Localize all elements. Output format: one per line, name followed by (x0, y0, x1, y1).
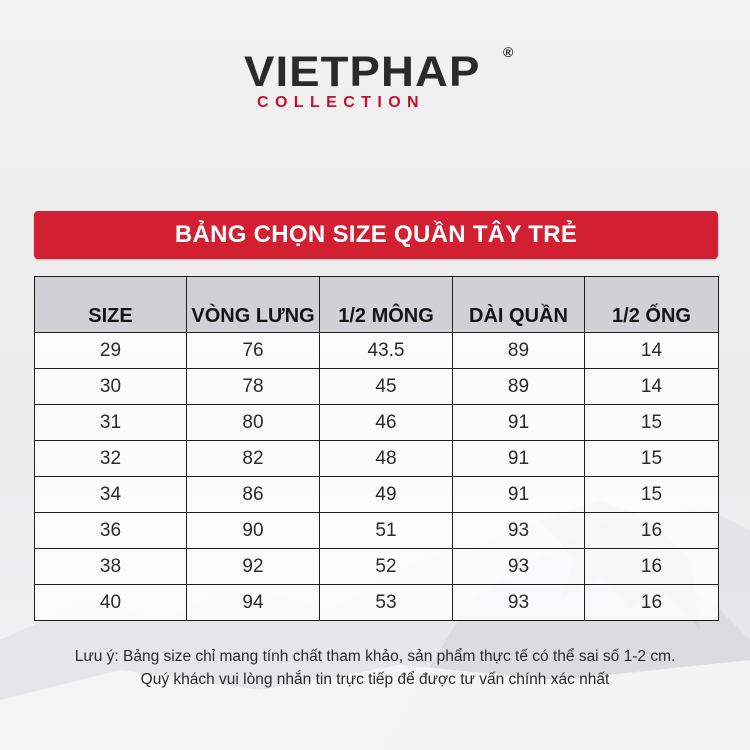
cell-waist: 76 (187, 333, 320, 369)
header-half-leg: 1/2 ỐNG (585, 277, 719, 333)
cell-size: 40 (35, 585, 187, 621)
header-size: SIZE (35, 277, 187, 333)
cell-length: 93 (453, 549, 585, 585)
cell-length: 93 (453, 513, 585, 549)
cell-half-leg: 16 (585, 585, 719, 621)
cell-half-leg: 15 (585, 405, 719, 441)
note-line-2: Quý khách vui lòng nhắn tin trực tiếp để được tư vấn chính xác nhất (140, 671, 610, 688)
table-header-row (35, 277, 719, 333)
cell-size: 29 (35, 333, 187, 369)
cell-half-hip: 48 (320, 441, 453, 477)
registered-mark-icon: ® (503, 44, 514, 60)
cell-waist: 86 (187, 477, 320, 513)
header-waist: VÒNG LƯNG (187, 277, 320, 333)
page-title: BẢNG CHỌN SIZE QUẦN TÂY TRẺ (174, 221, 578, 248)
cell-size: 32 (35, 441, 187, 477)
cell-length: 91 (453, 441, 585, 477)
cell-waist: 82 (187, 441, 320, 477)
cell-half-hip: 51 (320, 513, 453, 549)
cell-half-leg: 14 (585, 333, 719, 369)
table-row (35, 477, 719, 513)
cell-half-hip: 46 (320, 405, 453, 441)
cell-half-hip: 49 (320, 477, 453, 513)
cell-length: 91 (453, 477, 585, 513)
size-table (34, 276, 719, 621)
table-row (35, 405, 719, 441)
cell-size: 36 (35, 513, 187, 549)
cell-size: 38 (35, 549, 187, 585)
table-row (35, 549, 719, 585)
cell-half-leg: 16 (585, 513, 719, 549)
disclaimer-note (0, 645, 750, 691)
cell-waist: 92 (187, 549, 320, 585)
cell-half-leg: 16 (585, 549, 719, 585)
cell-half-hip: 53 (320, 585, 453, 621)
header-half-hip: 1/2 MÔNG (320, 277, 453, 333)
cell-half-leg: 14 (585, 369, 719, 405)
cell-size: 34 (35, 477, 187, 513)
table-row (35, 369, 719, 405)
cell-half-leg: 15 (585, 441, 719, 477)
cell-half-leg: 15 (585, 477, 719, 513)
table-row (35, 333, 719, 369)
table-row (35, 513, 719, 549)
header-length: DÀI QUẦN (453, 277, 585, 333)
cell-waist: 80 (187, 405, 320, 441)
cell-waist: 94 (187, 585, 320, 621)
title-banner (34, 211, 718, 259)
cell-length: 93 (453, 585, 585, 621)
cell-size: 30 (35, 369, 187, 405)
brand-name: VIETPHAP (244, 48, 481, 96)
note-line-1: Lưu ý: Bảng size chỉ mang tính chất tham khảo, sản phẩm thực tế có thể sai số 1-2 cm. (74, 648, 676, 665)
cell-half-hip: 45 (320, 369, 453, 405)
cell-length: 91 (453, 405, 585, 441)
table-row (35, 585, 719, 621)
brand-logo (0, 42, 750, 122)
cell-half-hip: 43.5 (320, 333, 453, 369)
cell-waist: 90 (187, 513, 320, 549)
table-row (35, 441, 719, 477)
cell-waist: 78 (187, 369, 320, 405)
cell-length: 89 (453, 333, 585, 369)
cell-half-hip: 52 (320, 549, 453, 585)
cell-size: 31 (35, 405, 187, 441)
brand-subtitle: COLLECTION (257, 94, 425, 111)
cell-length: 89 (453, 369, 585, 405)
